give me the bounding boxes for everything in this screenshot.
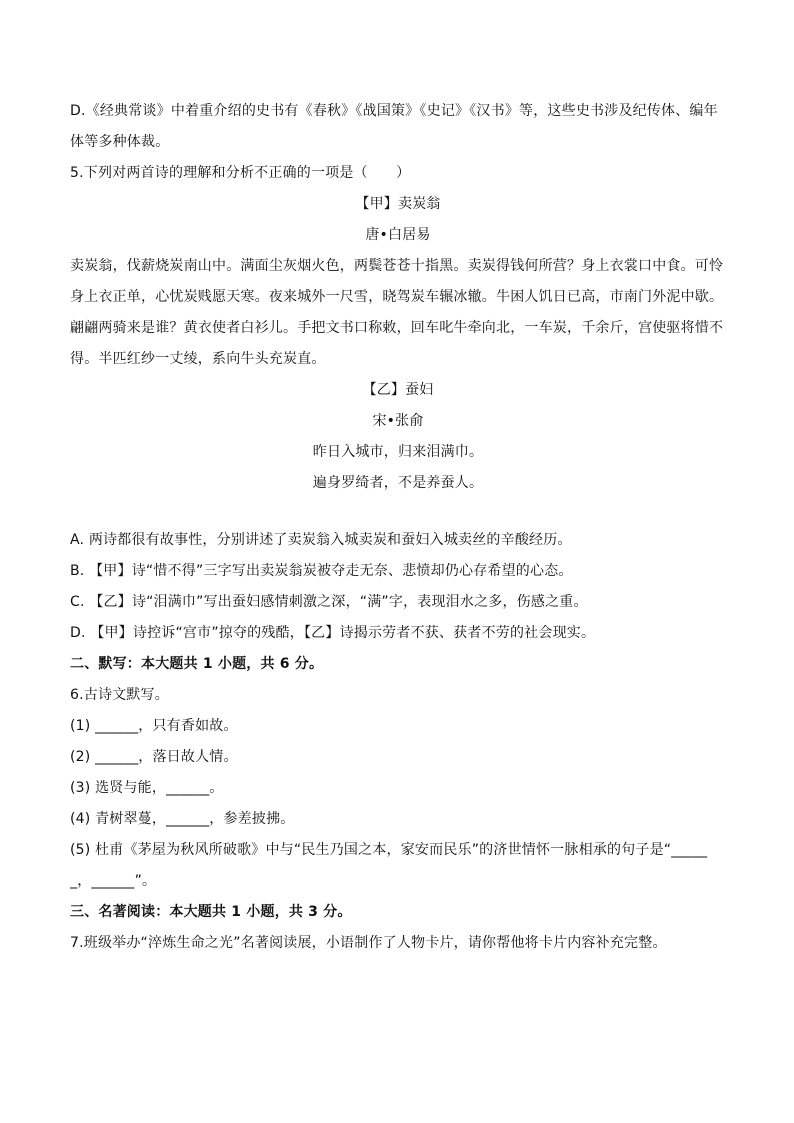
- question-6-item-3: (3) 选贤与能，______。: [70, 780, 224, 796]
- poem-2-line-1: 昨日入城市，归来泪满巾。: [312, 444, 484, 460]
- poem-1-title: 【甲】卖炭翁: [355, 196, 441, 212]
- document-page: [70, 96, 726, 959]
- spacer: [70, 499, 726, 525]
- poem-1-body: 卖炭翁，伐薪烧炭南山中。满面尘灰烟火色，两鬓苍苍十指黑。卖炭得钱何所营？身上衣裳口中食。可怜身上衣正单，心忧炭贱愿天寒。夜来城外一尺雪，晓驾炭车辗冰辙。牛困人饥日已高，市南门外泥中歇。翩翩两骑来是谁？黄衣使者白衫儿。手把文书口称敕，回车叱牛牵向北，一车炭，千余斤，宫使驱将惜不得。半匹红纱一丈绫，系向牛头充炭直。: [70, 258, 724, 367]
- section-3-heading: 三、名著阅读：本大题共 1 小题，共 3 分。: [70, 904, 352, 920]
- question-5-option-c: C. 【乙】诗“泪满巾”写出蚕妇感情刺激之深，“满”字，表现泪水之多，伤感之重。: [70, 594, 588, 610]
- question-7-stem: 7.班级举办“淬炼生命之光”名著阅读展，小语制作了人物卡片，请你帮他将卡片内容补充完整。: [70, 935, 667, 951]
- question-6-item-2: (2) ______，落日故人情。: [70, 749, 238, 765]
- question-5-stem: 5.下列对两首诗的理解和分析不正确的一项是（ ）: [70, 165, 411, 181]
- question-6-item-1: (1) ______，只有香如故。: [70, 718, 238, 734]
- section-2-heading: 二、默写：本大题共 1 小题，共 6 分。: [70, 656, 324, 672]
- poem-2-title: 【乙】蚕妇: [362, 382, 434, 398]
- poem-2-line-2: 遍身罗绮者，不是养蚕人。: [312, 475, 484, 491]
- question-6-item-5: (5) 杜甫《茅屋为秋风所破歌》中与“民生乃国之本，家安而民乐”的济世情怀一脉相承的句子是“______，______”。: [70, 842, 708, 889]
- question-5-option-a: A. 两诗都很有故事性，分别讲述了卖炭翁入城卖炭和蚕妇入城卖丝的辛酸经历。: [70, 532, 572, 548]
- question-6-stem: 6.古诗文默写。: [70, 687, 169, 703]
- poem-2-author: 宋•张俞: [372, 413, 424, 429]
- question-5-option-d: D. 【甲】诗控诉“宫市”掠夺的残酷，【乙】诗揭示劳者不获、获者不劳的社会现实。: [70, 625, 596, 641]
- question-4-option-d: D.《经典常谈》中着重介绍的史书有《春秋》《战国策》《史记》《汉书》等，这些史书涉及纪传体、编年体等多种体裁。: [70, 103, 718, 150]
- poem-1-author: 唐•白居易: [365, 227, 431, 243]
- question-5-option-b: B. 【甲】诗“惜不得”三字写出卖炭翁炭被夺走无奈、悲愤却仍心存希望的心态。: [70, 563, 573, 579]
- question-6-item-4: (4) 青树翠蔓，______，参差披拂。: [70, 811, 295, 827]
